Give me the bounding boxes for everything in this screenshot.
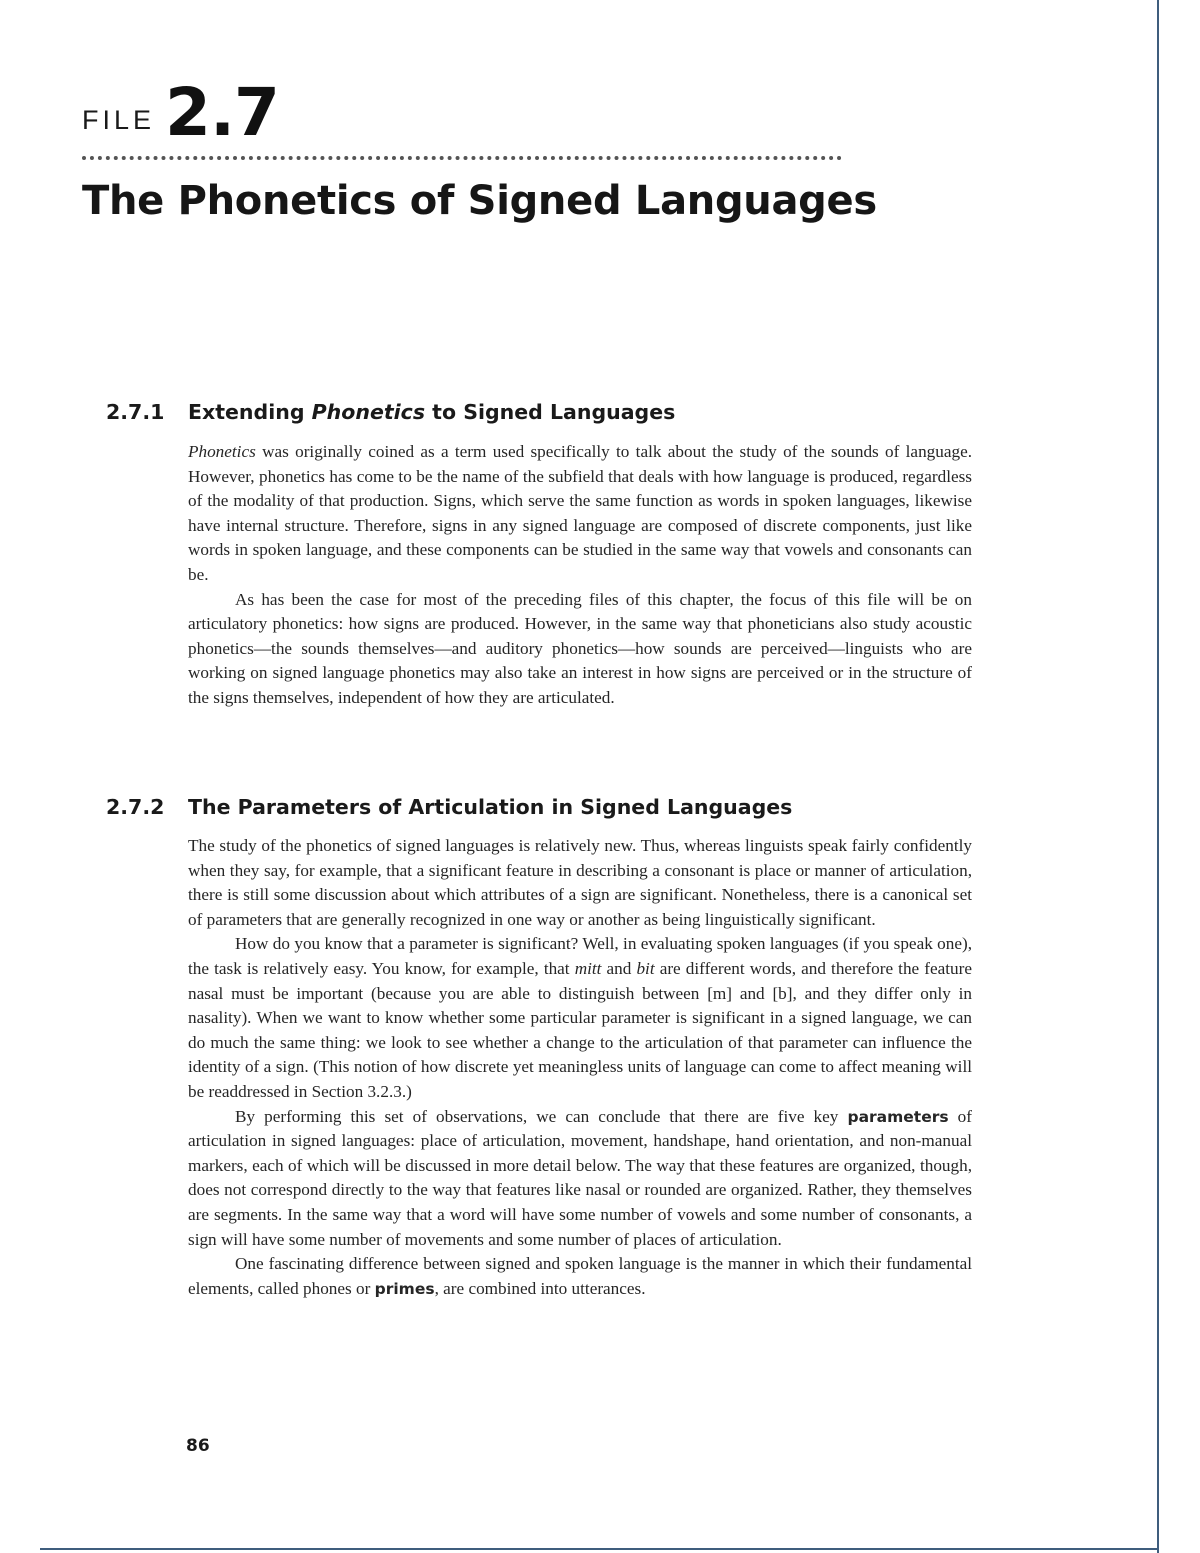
paragraph <box>188 932 972 1104</box>
italic-word: bit <box>636 958 655 978</box>
section-body-2-7-2 <box>188 834 972 1301</box>
paragraph-text: and <box>601 958 637 978</box>
section-heading-2-7-1 <box>106 400 675 424</box>
paragraph: As has been the case for most of the preceding files of this chapter, the focus of this file will be on articulatory phonetics: how signs are produced. However, in the same way that phoneticians also study acoustic phonetics—the sounds themselves—and auditory phonetics—how sounds are perceived—linguists who are working on signed language phonetics may also take an interest in how signs are perceived or in the structure of the signs themselves, independent of how they are articulated. <box>188 589 972 707</box>
section-title: The Parameters of Articulation in Signed Languages <box>188 795 793 819</box>
chapter-title: The Phonetics of Signed Languages <box>82 178 877 224</box>
section-body-2-7-1 <box>188 440 972 711</box>
file-label-word: FILE <box>82 105 156 135</box>
paragraph <box>188 440 972 588</box>
paragraph-text: are different words, and therefore the feature nasal must be important (because you are able to distinguish between [m] and [b], and they differ only in nasality). When we want to know whether some particular parameter is significant in a signed language, we can do much the same thing: we look to see whether a change to the articulation of that parameter can influence the identity of a sign. (This notion of how discrete yet meaningless units of language can come to affect meaning will be readdressed in Section 3.2.3.) <box>188 958 972 1101</box>
section-title-italic: Phonetics <box>311 400 426 424</box>
bold-term: primes <box>374 1279 435 1298</box>
paragraph-text: By performing this set of observations, we can conclude that there are five key <box>235 1106 848 1126</box>
paragraph: The study of the phonetics of signed languages is relatively new. Thus, whereas linguists speak fairly confidently when they say, for example, that a significant feature in describing a consonant is place or manner of articulation, there is still some discussion about which attributes of a sign are significant. Nonetheless, there is a canonical set of parameters that are generally recognized in one way or another as being linguistically significant. <box>188 836 972 929</box>
bold-term: parameters <box>847 1107 949 1126</box>
paragraph-text: , are combined into utterances. <box>434 1278 646 1298</box>
paragraph-text: of articulation in signed languages: place of articulation, movement, handshape, hand orientation, and non-manual markers, each of which will be discussed in more detail below. The way that these features are organized, though, does not correspond directly to the way that features like nasal or rounded are organized. Rather, they themselves are segments. In the same way that a word will have some number of vowels and some number of consonants, a sign will have some number of movements and some number of places of articulation. <box>188 1106 972 1249</box>
paragraph-text: How do you know that a parameter is significant? Well, in evaluating spoken languages (if you speak one), the task is relatively easy. You know, for example, that <box>188 934 972 978</box>
page-frame-bottom-edge <box>40 1548 1159 1550</box>
section-title-part: Extending <box>188 400 312 424</box>
file-label-number: 2.7 <box>165 74 279 151</box>
italic-term: Phonetics <box>188 442 256 461</box>
paragraph-text: One fascinating difference between signed and spoken language is the manner in which their fundamental elements, called phones or <box>188 1254 972 1298</box>
section-heading-2-7-2 <box>106 795 792 819</box>
italic-word: mitt <box>574 958 602 978</box>
dotted-divider <box>82 156 842 160</box>
section-title-part: to Signed Languages <box>425 400 676 424</box>
page-frame-right-edge <box>1157 0 1159 1553</box>
page-number: 86 <box>186 1436 210 1456</box>
paragraph <box>188 1252 972 1301</box>
file-label <box>82 66 279 151</box>
section-number: 2.7.1 <box>106 400 165 424</box>
paragraph-text: was originally coined as a term used specifically to talk about the study of the sounds of language. However, phonetics has come to be the name of the subfield that deals with how language is produced, regardless of the modality of that production. Signs, which serve the same function as words in spoken languages, likewise have internal structure. Therefore, signs in any signed language are composed of discrete components, just like words in spoken language, and these components can be studied in the same way that vowels and consonants can be. <box>188 442 972 584</box>
section-number: 2.7.2 <box>106 795 165 819</box>
paragraph <box>188 1105 972 1253</box>
